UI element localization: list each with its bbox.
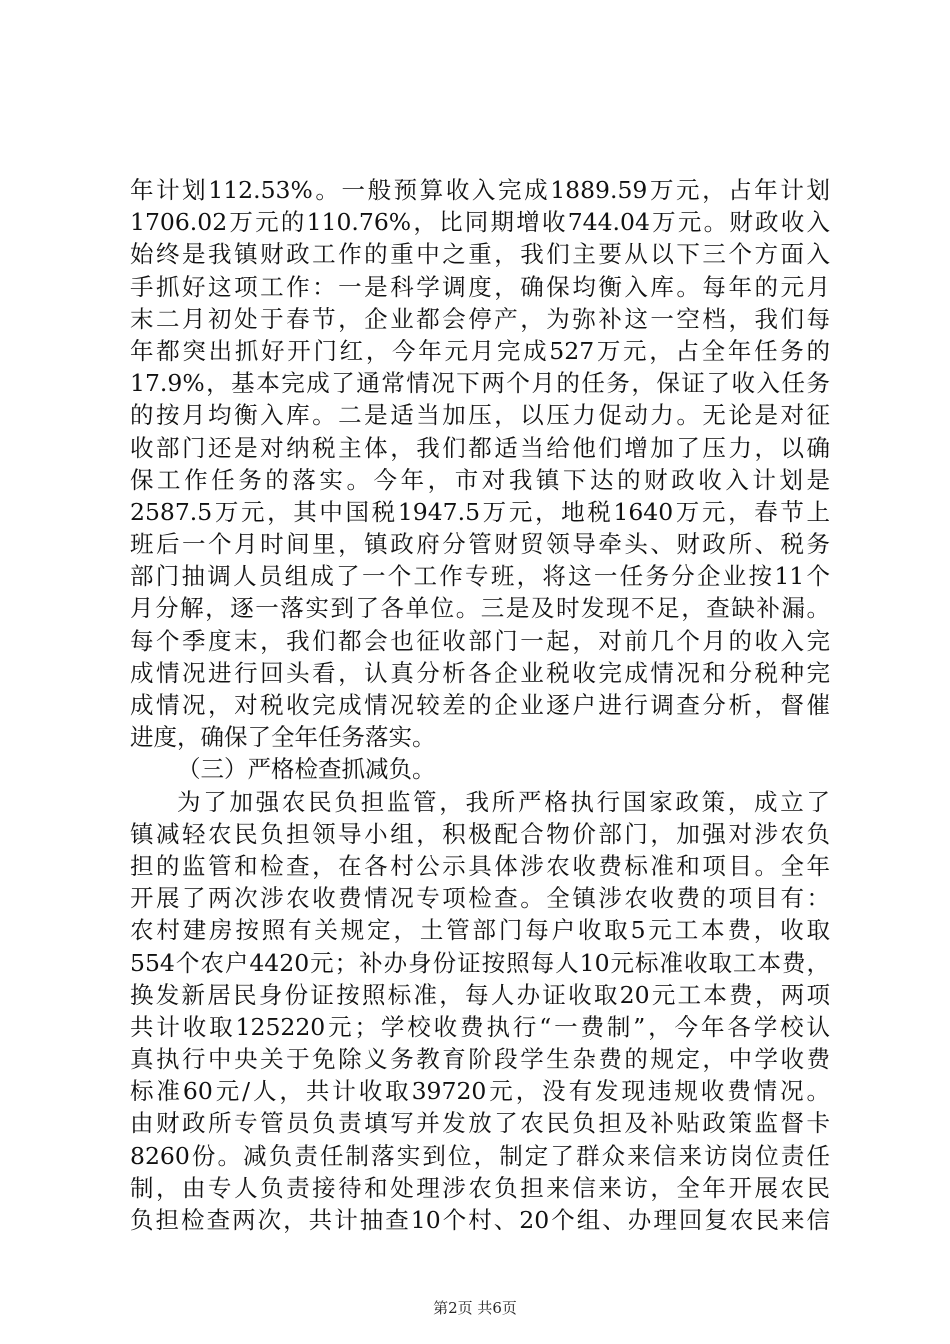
text-line: 1706.02万元的110.76%，比同期增收744.04万元。财政收入 bbox=[130, 208, 830, 237]
text-line: 真执行中央关于免除义务教育阶段学生杂费的规定，中学收费 bbox=[130, 1045, 830, 1074]
text-line: 进度，确保了全年任务落实。 bbox=[130, 723, 436, 752]
text-line: 年都突出抓好开门红，今年元月完成527万元，占全年任务的 bbox=[130, 336, 830, 365]
text-line: 负担检查两次，共计抽查10个村、20个组、办理回复农民来信 bbox=[130, 1206, 830, 1234]
text-line: 始终是我镇财政工作的重中之重，我们主要从以下三个方面入 bbox=[130, 240, 830, 269]
text-line: 收部门还是对纳税主体，我们都适当给他们增加了压力，以确 bbox=[130, 433, 830, 462]
text-line: 班后一个月时间里，镇政府分管财贸领导牵头、财政所、税务 bbox=[130, 530, 830, 559]
text-line: 共计收取125220元；学校收费执行“一费制”，今年各学校认 bbox=[130, 1012, 830, 1041]
text-line: 年计划112.53%。一般预算收入完成1889.59万元，占年计划 bbox=[130, 176, 830, 204]
text-line: 8260份。减负责任制落实到位，制定了群众来信来访岗位责任 bbox=[130, 1141, 830, 1170]
text-line: 由财政所专管员负责填写并发放了农民负担及补贴政策监督卡 bbox=[130, 1109, 830, 1138]
text-line: 554个农户4420元；补办身份证按照每人10元标准收取工本费， bbox=[130, 948, 830, 977]
section-heading: （三）严格检查抓减负。 bbox=[177, 755, 436, 784]
text-line: 标准60元/人，共计收取39720元，没有发现违规收费情况。 bbox=[130, 1077, 830, 1106]
text-line: 部门抽调人员组成了一个工作专班，将这一任务分企业按11个 bbox=[130, 562, 830, 591]
text-line: 17.9%，基本完成了通常情况下两个月的任务，保证了收入任务 bbox=[130, 369, 830, 398]
text-line: 保工作任务的落实。今年，市对我镇下达的财政收入计划是 bbox=[130, 465, 830, 494]
text-line: 农村建房按照有关规定，土管部门每户收取5元工本费，收取 bbox=[130, 916, 830, 945]
document-body bbox=[130, 174, 830, 1236]
paragraph-first-line: 为了加强农民负担监管，我所严格执行国家政策，成立了 bbox=[177, 787, 830, 816]
text-line: 成情况，对税收完成情况较差的企业逐户进行调查分析，督催 bbox=[130, 691, 830, 719]
text-line: 末二月初处于春节，企业都会停产，为弥补这一空档，我们每 bbox=[130, 304, 830, 333]
text-line: 的按月均衡入库。二是适当加压，以压力促动力。无论是对征 bbox=[130, 401, 830, 430]
text-line: 镇减轻农民负担领导小组，积极配合物价部门，加强对涉农负 bbox=[130, 819, 830, 848]
page-number-footer: 第2页 共6页 bbox=[433, 1299, 517, 1317]
text-line: 月分解，逐一落实到了各单位。三是及时发现不足，查缺补漏。 bbox=[130, 594, 830, 623]
text-line: 每个季度末，我们都会也征收部门一起，对前几个月的收入完 bbox=[130, 626, 830, 655]
text-line: 2587.5万元，其中国税1947.5万元，地税1640万元，春节上 bbox=[130, 497, 830, 526]
text-line: 手抓好这项工作：一是科学调度，确保均衡入库。每年的元月 bbox=[130, 272, 830, 301]
text-line: 开展了两次涉农收费情况专项检查。全镇涉农收费的项目有： bbox=[130, 884, 830, 913]
text-line: 成情况进行回头看，认真分析各企业税收完成情况和分税种完 bbox=[130, 658, 830, 687]
text-line: 换发新居民身份证按照标准，每人办证收取20元工本费，两项 bbox=[130, 980, 830, 1009]
text-line: 制，由专人负责接待和处理涉农负担来信来访，全年开展农民 bbox=[130, 1173, 830, 1202]
text-line: 担的监管和检查，在各村公示具体涉农收费标准和项目。全年 bbox=[130, 851, 830, 880]
